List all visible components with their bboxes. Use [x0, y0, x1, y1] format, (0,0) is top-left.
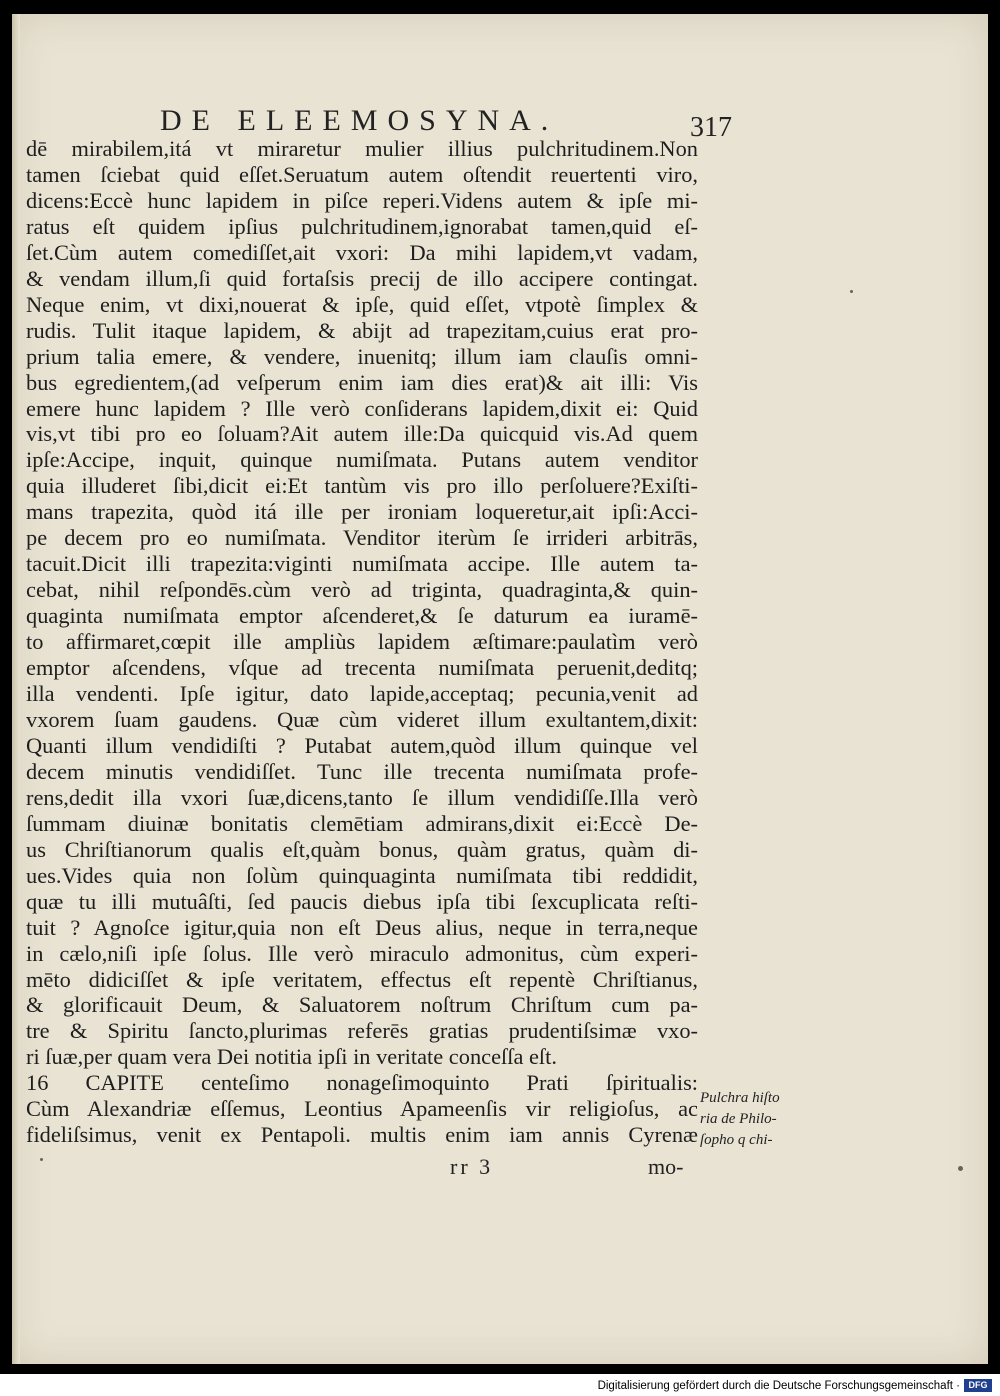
margin-note-line: ria de Philo-: [700, 1111, 777, 1127]
text-line: quia illuderet ſibi,dicit ei:Et tantùm vis pro illo perſoluere?Exiſti-: [26, 473, 698, 499]
margin-note-line: ſopho q chi-: [700, 1132, 773, 1148]
text-line: quaginta numiſmata emptor aſcenderet,& ſe daturum ea iuramē-: [26, 603, 698, 629]
text-line: & glorificauit Deum, & Saluatorem noſtrum Chriſtum cum pa-: [26, 992, 698, 1018]
text-line: emptor aſcendens, vſque ad trecenta numiſmata peruenit,deditq;: [26, 655, 698, 681]
text-line: illa vendenti. Ipſe igitur, dato lapide,acceptaq; pecunia,venit ad: [26, 681, 698, 707]
text-line: rudis. Tulit itaque lapidem, & abijt ad trapezitam,cuius erat pro-: [26, 317, 698, 343]
text-line: tre & Spiritu ſancto,plurimas referēs gratias prudentiſsimæ vxo-: [26, 1018, 698, 1044]
text-line: dicens:Eccè hunc lapidem in piſce reperi.Videns autem & ipſe mi-: [26, 187, 698, 213]
text-line: Quanti illum vendidiſti ? Putabat autem,quòd illum quinque vel: [26, 732, 698, 758]
text-line: ſummam diuinæ bonitatis clemētiam admirans,dixit ei:Eccè De-: [26, 810, 698, 836]
running-head: DE ELEEMOSYNA.: [160, 104, 559, 137]
text-line: tamen ſciebat quid eſſet.Seruatum autem oſtendit reuertenti viro,: [26, 161, 698, 187]
text-line: ſet.Cùm autem comediſſet,ait vxori: Da mihi lapidem,vt vadam,: [26, 239, 698, 265]
body-text: [26, 136, 698, 1148]
page-edge-shadow: [12, 14, 20, 1364]
text-line: cebat, nihil reſpondēs.cùm verò ad triginta, quadraginta,& quin-: [26, 577, 698, 603]
chapter-line: 16 CAPITE centeſimo nonageſimoquinto Prati ſpiritualis:: [26, 1070, 698, 1096]
text-line: Neque enim, vt dixi,nouerat & ipſe, quid eſſet, vtpotè ſimplex &: [26, 291, 698, 317]
text-line: & vendam illum,ſi quid fortaſsis precij de illo accipere contingat.: [26, 265, 698, 291]
text-line: ratus eſt quidem ipſius pulchritudinem,ignorabat tamen,quid eſ-: [26, 213, 698, 239]
text-line: vxorem ſuam gaudens. Quæ cùm videret illum exultantem,dixit:: [26, 706, 698, 732]
ink-spot: [850, 290, 853, 293]
catchword: mo-: [648, 1154, 684, 1179]
text-line: decem minutis vendidiſſet. Tunc ille trecenta numiſmata profe-: [26, 758, 698, 784]
text-line: mēto didiciſſet & ipſe veritatem, effectus eſt repentè Chriſtianus,: [26, 966, 698, 992]
page-number: 317: [690, 112, 732, 143]
text-line: emere hunc lapidem ? Ille verò conſiderans lapidem,dixit ei: Quid: [26, 395, 698, 421]
text-line: ri ſuæ,per quam vera Dei notitia ipſi in veritate conceſſa eſt.: [26, 1044, 557, 1070]
text-line: ipſe:Accipe, inquit, quinque numiſmata. Putans autem venditor: [26, 447, 698, 473]
text-line: quæ tu illi mutuâſti, ſed paucis diebus ipſa tibi ſexcuplicata reſti-: [26, 888, 698, 914]
dfg-logo: DFG: [964, 1379, 992, 1392]
text-line: to affirmaret,cœpit ille ampliùs lapidem æſtimare:paulatìm verò: [26, 629, 698, 655]
text-line: vis,vt tibi pro eo ſoluam?Ait autem ille:Da quicquid vis.Ad quem: [26, 421, 698, 447]
footer-bar: [0, 1374, 1000, 1396]
text-line: us Chriſtianorum qualis eſt,quàm bonus, quàm gratus, quàm di-: [26, 836, 698, 862]
text-line: dē mirabilem,itá vt miraretur mulier illius pulchritudinem.Non: [26, 136, 698, 161]
margin-note-line: Pulchra hiſto: [700, 1090, 780, 1106]
ink-spot: [958, 1166, 963, 1171]
text-line: tacuit.Dicit illi trapezita:viginti numiſmata accipe. Ille autem ta-: [26, 551, 698, 577]
text-line: rens,dedit illa vxori ſuæ,dicens,tanto ſe illum vendidiſſe.Illa verò: [26, 784, 698, 810]
text-line: prium talia emere, & vendere, inuenitq; illum iam clauſis omni-: [26, 343, 698, 369]
text-line: mans trapezita, quòd itá ille per ironiam loqueretur,ait ipſi:Acci-: [26, 499, 698, 525]
footer-credit: Digitalisierung gefördert durch die Deutsche Forschungsgemeinschaft ·: [597, 1380, 960, 1392]
text-line: Cùm Alexandriæ eſſemus, Leontius Apameenſis vir religioſus, ac: [26, 1096, 698, 1122]
text-line: tuit ? Agnoſce igitur,quia non eſt Deus alius, neque in terra,neque: [26, 914, 698, 940]
text-line: pe decem pro eo numiſmata. Venditor iterùm ſe irrideri arbitrās,: [26, 525, 698, 551]
text-line: bus egredientem,(ad veſperum enim iam dies erat)& ait illi: Vis: [26, 369, 698, 395]
ink-spot: [40, 1158, 43, 1161]
signature-mark: rr 3: [450, 1154, 494, 1179]
text-line: ues.Vides quia non ſolùm quinquaginta numiſmata tibi reddidit,: [26, 862, 698, 888]
text-line: in cælo,niſi ipſe ſolus. Ille verò miraculo admonitus, cùm experi-: [26, 940, 698, 966]
text-line: fideliſsimus, venit ex Pentapoli. multis enim iam annis Cyrenæ: [26, 1122, 698, 1148]
margin-note: [700, 1088, 810, 1151]
